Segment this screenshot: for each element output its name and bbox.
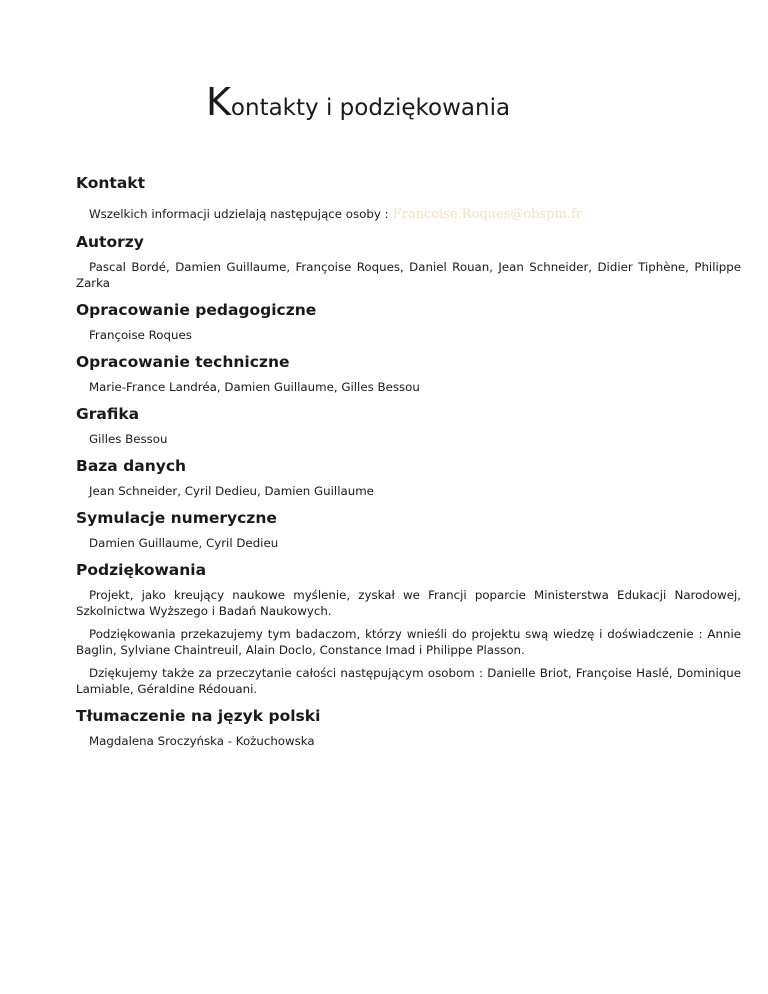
title-initial: K: [206, 80, 231, 124]
contact-paragraph: [76, 200, 741, 223]
section-heading-contact: Kontakt: [76, 174, 146, 192]
section-heading-graphics: Grafika: [76, 405, 140, 423]
translation-text: Magdalena Sroczyńska - Kożuchowska: [89, 734, 315, 748]
thanks-paragraph: Projekt, jako kreujący naukowe myślenie, zyskał we Francji poparcie Ministerstwa Edukacji Narodowej, Szkolnictwa Wyższego i Badań Naukowych.: [76, 588, 741, 618]
section-technical: [76, 353, 741, 395]
section-heading-translation: Tłumaczenie na język polski: [76, 707, 321, 725]
contact-email-link[interactable]: Francoise.Roques@obspm.fr: [392, 207, 582, 222]
section-heading-simulations: Symulacje numeryczne: [76, 509, 277, 527]
pedagogy-text: Françoise Roques: [89, 328, 192, 342]
thanks-paragraph: Podziękowania przekazujemy tym badaczom, którzy wnieśli do projektu swą wiedzę i doświadczenie : Annie Baglin, Sylviane Chaintreuil, Alain Doclo, Constance Imad i Philippe Plasson.: [76, 627, 741, 657]
section-heading-database: Baza danych: [76, 457, 187, 475]
section-heading-technical: Opracowanie techniczne: [76, 353, 290, 371]
section-pedagogy: [76, 301, 741, 343]
section-translation: [76, 707, 741, 749]
graphics-text: Gilles Bessou: [89, 432, 168, 446]
title-rest: ontakty i podziękowania: [230, 95, 511, 121]
section-database: [76, 457, 741, 499]
section-graphics: [76, 405, 741, 447]
document-content: [76, 174, 741, 759]
section-heading-authors: Autorzy: [76, 233, 144, 251]
simulations-text: Damien Guillaume, Cyril Dedieu: [89, 536, 279, 550]
section-contact: [76, 174, 741, 223]
thanks-paragraph: Dziękujemy także za przeczytanie całości następującym osobom : Danielle Briot, Françoise Haslé, Dominique Lamiable, Géraldine Rédouani.: [76, 666, 741, 696]
contact-text: Wszelkich informacji udzielają następujące osoby :: [89, 207, 389, 221]
database-text: Jean Schneider, Cyril Dedieu, Damien Guillaume: [89, 484, 374, 498]
section-authors: [76, 233, 741, 291]
section-heading-pedagogy: Opracowanie pedagogiczne: [76, 301, 317, 319]
section-thanks: [76, 561, 741, 697]
technical-text: Marie-France Landréa, Damien Guillaume, Gilles Bessou: [89, 380, 420, 394]
section-simulations: [76, 509, 741, 551]
section-heading-thanks: Podziękowania: [76, 561, 207, 579]
page-title: [206, 80, 510, 124]
authors-text: Pascal Bordé, Damien Guillaume, Françoise Roques, Daniel Rouan, Jean Schneider, Didier Tiphène, Philippe Zarka: [76, 260, 741, 290]
